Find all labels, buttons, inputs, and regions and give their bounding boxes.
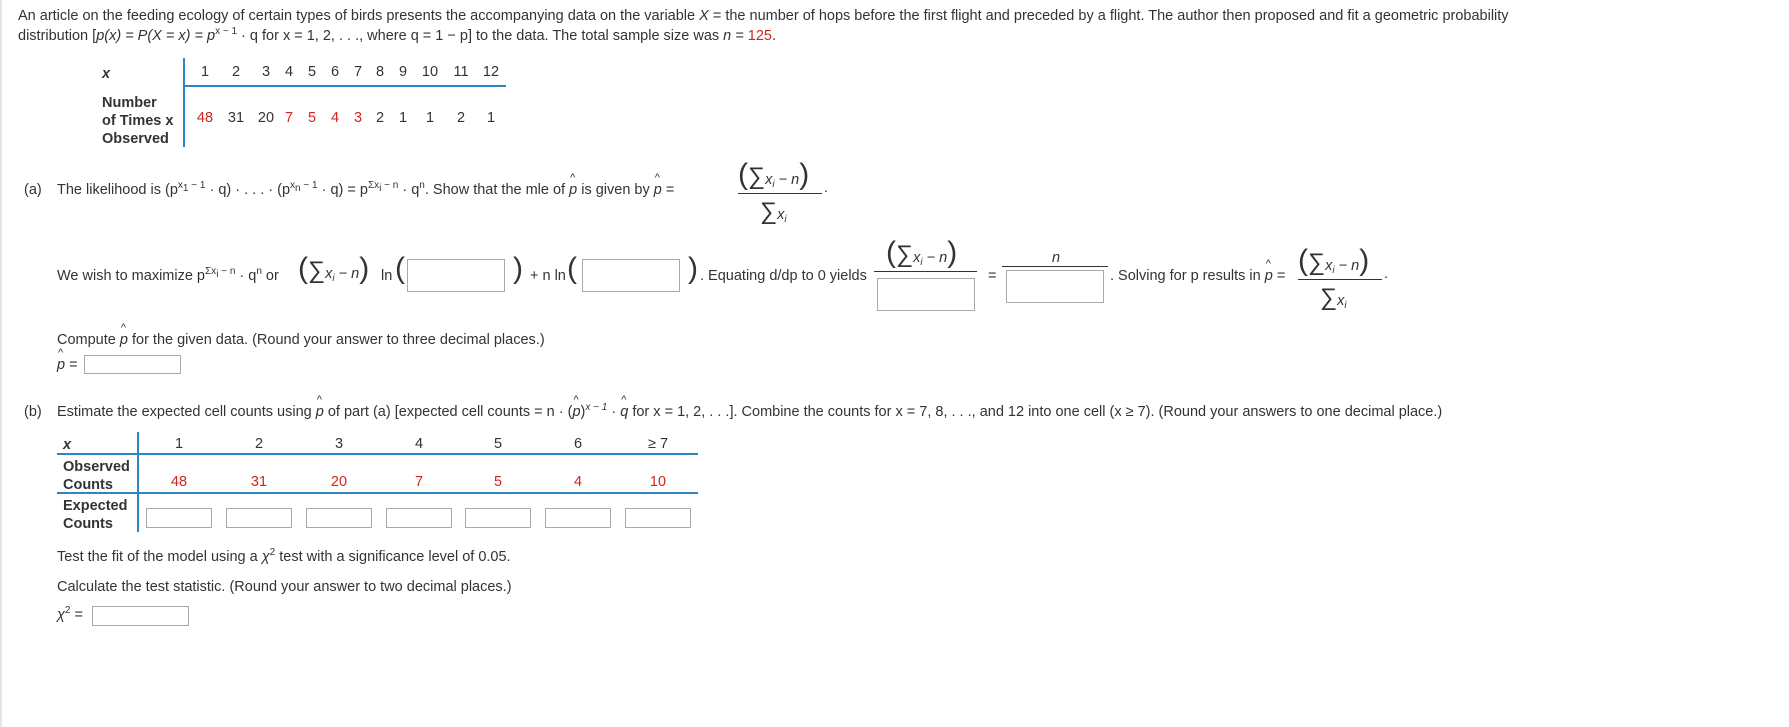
table1-count-value: 1 — [486, 110, 496, 126]
table1-divider — [183, 58, 185, 147]
derivative-equals: = — [988, 268, 997, 284]
table2-observed-value: 4 — [573, 474, 583, 490]
maximize-text: We wish to maximize $p^{\Sigma x_i - n} \cdot q^n$ or — [57, 266, 279, 284]
compute-instruction: Compute ^ p for the given data. (Round your answer to three decimal places.) — [57, 332, 545, 348]
derivative-lhs-line — [874, 271, 977, 272]
table1-x-value: 4 — [284, 64, 294, 80]
table2-x-value: 3 — [334, 436, 344, 452]
table1-header-line — [184, 85, 506, 87]
table1-count-value: 2 — [456, 110, 466, 126]
mle-denominator: $\sum x_i$ — [760, 198, 787, 225]
table2-header-line — [57, 453, 698, 455]
solution-denominator: $\sum x_i$ — [1320, 284, 1347, 311]
table1-x-value: 9 — [398, 64, 408, 80]
chi-square-label: $\chi^2$ = — [57, 605, 83, 623]
table2-observed-value: 5 — [493, 474, 503, 490]
expected-count-input[interactable] — [226, 508, 292, 528]
expected-row-header: Expected Counts — [63, 498, 128, 532]
table2-observed-value: 10 — [649, 474, 667, 490]
table1-x-value: 3 — [261, 64, 271, 80]
intro-line-1: An article on the feeding ecology of certain types of birds presents the accompanying data on the variable X = the number of hops before the first flight and preceded by a flight. The author then proposed and fit a geometric probability — [18, 8, 1509, 24]
table1-x-value: 1 — [200, 64, 210, 80]
chi-square-input[interactable] — [92, 606, 189, 626]
expected-count-input[interactable] — [386, 508, 452, 528]
table1-count-value: 7 — [284, 110, 294, 126]
table2-observed-value: 20 — [330, 474, 348, 490]
loglik-sum-term: $(\sum x_i - n)$ — [298, 252, 370, 285]
derivative-lhs-denominator-input[interactable] — [877, 278, 975, 311]
observed-row-header: Observed Counts — [63, 459, 130, 493]
ln-argument-input-2[interactable] — [582, 259, 680, 292]
table1-count-value: 20 — [257, 110, 275, 126]
expected-count-input[interactable] — [306, 508, 372, 528]
part-b-label: (b) — [24, 404, 42, 420]
likelihood-statement: The likelihood is $(p^{x_1 - 1} \cdot q)$ · . . . · $(p^{x_n - 1} \cdot q) = p^{\Sigma x_i - n} \cdot q^n$. Show that the mle of ^ p is given by ^ p = — [57, 182, 674, 198]
period: . — [824, 180, 829, 196]
expected-count-input[interactable] — [625, 508, 691, 528]
solving-text: . Solving for p results in ^ p = — [1110, 268, 1285, 284]
table1-count-value: 3 — [353, 110, 363, 126]
p-hat-label: ^ p = — [57, 357, 78, 373]
table2-x-value: 2 — [254, 436, 264, 452]
table2-observed-value: 48 — [170, 474, 188, 490]
table1-x-value: 5 — [307, 64, 317, 80]
expected-count-input[interactable] — [146, 508, 212, 528]
period-2: . — [1384, 266, 1389, 282]
chi-square-test-text: Test the fit of the model using a $\chi^2$ test with a significance level of 0.05. — [57, 547, 511, 565]
p-hat-input[interactable] — [84, 355, 181, 374]
mle-fraction-line — [738, 193, 822, 194]
paren-open-2: ( — [567, 252, 577, 285]
intro-line-2: distribution [$p(x) = P(X = x) = p^{x - 1} \cdot q$ for x = 1, 2, . . ., where q = 1 − p] to the data. The total sample size was n = 125. — [18, 26, 776, 44]
table1-count-value: 1 — [425, 110, 435, 126]
derivative-lhs-numerator: $(\sum x_i - n)$ — [886, 236, 958, 269]
table2-divider — [137, 432, 139, 532]
expected-count-input[interactable] — [465, 508, 531, 528]
table1-row-header: Number of Times x Observed — [102, 95, 174, 147]
table1-count-value: 2 — [375, 110, 385, 126]
table1-x-value: 10 — [421, 64, 439, 80]
derivative-rhs-numerator: n — [1052, 250, 1061, 266]
derivative-rhs-line — [1002, 266, 1108, 267]
table1-x-header: x — [102, 66, 111, 82]
mle-numerator: $(\sum x_i - n)$ — [738, 158, 810, 191]
table2-x-value: ≥ 7 — [647, 436, 669, 452]
table2-observed-value: 31 — [250, 474, 268, 490]
table2-x-value: 1 — [174, 436, 184, 452]
table1-x-value: 2 — [231, 64, 241, 80]
table2-x-value: 6 — [573, 436, 583, 452]
paren-open-1: ( — [395, 252, 405, 285]
table2-observed-value: 7 — [414, 474, 424, 490]
plus-n-ln: + n ln — [530, 268, 566, 284]
calc-statistic-text: Calculate the test statistic. (Round your answer to two decimal places.) — [57, 579, 512, 595]
table2-x-value: 4 — [414, 436, 424, 452]
equating-text: . Equating d/dp to 0 yields — [700, 268, 867, 284]
table2-x-header: x — [63, 437, 72, 453]
expected-count-input[interactable] — [545, 508, 611, 528]
table1-count-value: 4 — [330, 110, 340, 126]
table1-count-value: 1 — [398, 110, 408, 126]
solution-numerator: $(\sum x_i - n)$ — [1298, 244, 1370, 277]
table2-row-line — [57, 492, 698, 494]
paren-close-1: ) — [513, 252, 523, 285]
table1-x-value: 7 — [353, 64, 363, 80]
table1-count-value: 5 — [307, 110, 317, 126]
table1-x-value: 8 — [375, 64, 385, 80]
part-b-instruction: Estimate the expected cell counts using ^ p of part (a) [expected cell counts = n · (^ p)$^{x - 1}$ · ^ q for x = 1, 2, . . .]. Combine the counts for x = 7, 8, . . ., and 12 into one cell (x ≥ 7). (Round your answers to one decimal place.) — [57, 404, 1442, 420]
sample-size-value: 125 — [747, 28, 772, 44]
table1-x-value: 11 — [453, 64, 469, 80]
table2-x-value: 5 — [493, 436, 503, 452]
left-border — [0, 0, 2, 727]
table1-x-value: 6 — [330, 64, 340, 80]
derivative-rhs-denominator-input[interactable] — [1006, 270, 1104, 303]
ln-label-1: ln — [381, 268, 393, 284]
ln-argument-input-1[interactable] — [407, 259, 505, 292]
table1-count-value: 31 — [227, 110, 245, 126]
part-a-label: (a) — [24, 182, 42, 198]
table1-x-value: 12 — [482, 64, 500, 80]
solution-fraction-line — [1298, 279, 1382, 280]
table1-count-value: 48 — [196, 110, 214, 126]
paren-close-2: ) — [688, 252, 698, 285]
